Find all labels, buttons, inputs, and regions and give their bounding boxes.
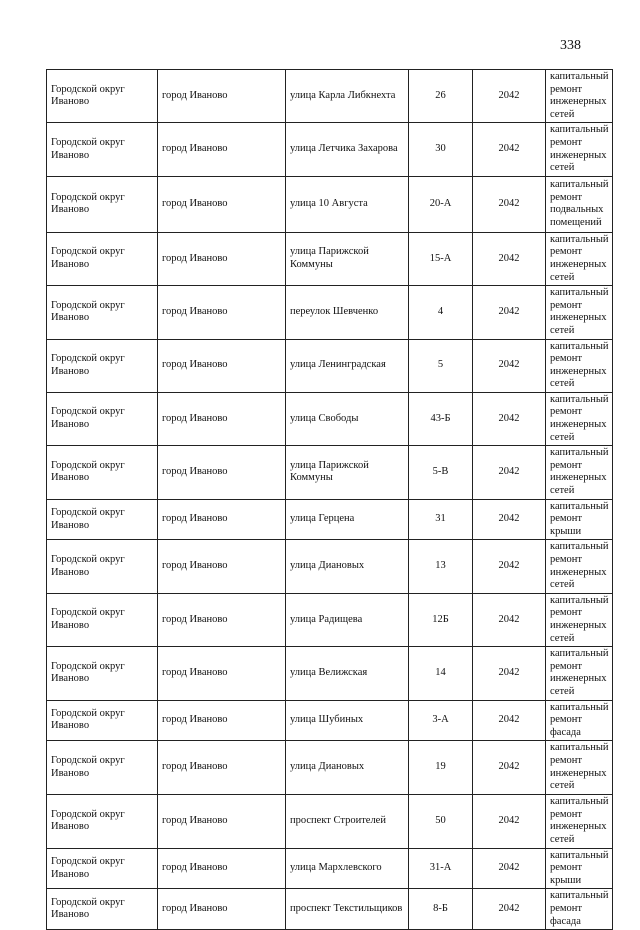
cell-work: капитальный ремонт инженерных сетей xyxy=(546,123,613,176)
cell-work: капитальный ремонт инженерных сетей xyxy=(546,339,613,392)
cell-city: город Иваново xyxy=(158,593,286,646)
cell-year: 2042 xyxy=(473,700,546,741)
cell-okrug: Городской округ Иваново xyxy=(47,232,158,285)
cell-year: 2042 xyxy=(473,286,546,339)
cell-year: 2042 xyxy=(473,794,546,848)
cell-street: улица Герцена xyxy=(286,499,409,540)
cell-street: улица Парижской Коммуны xyxy=(286,446,409,499)
cell-city: город Иваново xyxy=(158,889,286,930)
cell-year: 2042 xyxy=(473,446,546,499)
cell-year: 2042 xyxy=(473,593,546,646)
cell-work: капитальный ремонт инженерных сетей xyxy=(546,647,613,700)
cell-work: капитальный ремонт крыши xyxy=(546,499,613,540)
cell-street: улица Диановых xyxy=(286,741,409,794)
cell-street: улица Велижская xyxy=(286,647,409,700)
cell-house: 4 xyxy=(409,286,473,339)
cell-city: город Иваново xyxy=(158,540,286,593)
cell-work: капитальный ремонт инженерных сетей xyxy=(546,232,613,285)
cell-city: город Иваново xyxy=(158,794,286,848)
table-row xyxy=(47,232,613,285)
cell-year: 2042 xyxy=(473,647,546,700)
cell-house: 12Б xyxy=(409,593,473,646)
cell-okrug: Городской округ Иваново xyxy=(47,794,158,848)
cell-street: улица 10 Августа xyxy=(286,176,409,232)
cell-work: капитальный ремонт инженерных сетей xyxy=(546,286,613,339)
table-row xyxy=(47,499,613,540)
cell-work: капитальный ремонт инженерных сетей xyxy=(546,593,613,646)
cell-house: 3-А xyxy=(409,700,473,741)
cell-street: проспект Текстильщиков xyxy=(286,889,409,930)
cell-okrug: Городской округ Иваново xyxy=(47,70,158,123)
cell-street: улица Шубиных xyxy=(286,700,409,741)
cell-city: город Иваново xyxy=(158,123,286,176)
table-row xyxy=(47,889,613,930)
cell-okrug: Городской округ Иваново xyxy=(47,446,158,499)
cell-okrug: Городской округ Иваново xyxy=(47,392,158,445)
cell-year: 2042 xyxy=(473,339,546,392)
cell-house: 13 xyxy=(409,540,473,593)
table-row xyxy=(47,647,613,700)
cell-year: 2042 xyxy=(473,176,546,232)
cell-work: капитальный ремонт инженерных сетей xyxy=(546,446,613,499)
cell-street: переулок Шевченко xyxy=(286,286,409,339)
cell-house: 31-А xyxy=(409,848,473,889)
cell-year: 2042 xyxy=(473,70,546,123)
cell-city: город Иваново xyxy=(158,848,286,889)
cell-city: город Иваново xyxy=(158,70,286,123)
cell-house: 5 xyxy=(409,339,473,392)
cell-house: 15-А xyxy=(409,232,473,285)
table-row xyxy=(47,540,613,593)
cell-year: 2042 xyxy=(473,540,546,593)
cell-city: город Иваново xyxy=(158,446,286,499)
cell-street: улица Карла Либкнехта xyxy=(286,70,409,123)
cell-okrug: Городской округ Иваново xyxy=(47,647,158,700)
cell-street: улица Радищева xyxy=(286,593,409,646)
cell-city: город Иваново xyxy=(158,700,286,741)
cell-work: капитальный ремонт подвальных помещений xyxy=(546,176,613,232)
cell-city: город Иваново xyxy=(158,232,286,285)
cell-okrug: Городской округ Иваново xyxy=(47,741,158,794)
registry-table xyxy=(46,69,613,930)
cell-year: 2042 xyxy=(473,848,546,889)
cell-street: улица Летчика Захарова xyxy=(286,123,409,176)
cell-okrug: Городской округ Иваново xyxy=(47,700,158,741)
table-row xyxy=(47,392,613,445)
page-number: 338 xyxy=(560,38,581,53)
cell-city: город Иваново xyxy=(158,339,286,392)
cell-city: город Иваново xyxy=(158,499,286,540)
cell-work: капитальный ремонт инженерных сетей xyxy=(546,392,613,445)
cell-street: улица Диановых xyxy=(286,540,409,593)
table-row xyxy=(47,339,613,392)
cell-okrug: Городской округ Иваново xyxy=(47,540,158,593)
cell-year: 2042 xyxy=(473,232,546,285)
table-row xyxy=(47,848,613,889)
cell-okrug: Городской округ Иваново xyxy=(47,499,158,540)
cell-city: город Иваново xyxy=(158,647,286,700)
cell-street: улица Мархлевского xyxy=(286,848,409,889)
table-row xyxy=(47,286,613,339)
registry-rows xyxy=(47,70,613,930)
cell-house: 43-Б xyxy=(409,392,473,445)
cell-city: город Иваново xyxy=(158,176,286,232)
cell-house: 20-А xyxy=(409,176,473,232)
cell-work: капитальный ремонт крыши xyxy=(546,848,613,889)
table-row xyxy=(47,794,613,848)
cell-house: 31 xyxy=(409,499,473,540)
table-row xyxy=(47,700,613,741)
cell-city: город Иваново xyxy=(158,392,286,445)
cell-house: 14 xyxy=(409,647,473,700)
cell-house: 30 xyxy=(409,123,473,176)
cell-work: капитальный ремонт фасада xyxy=(546,700,613,741)
table-row xyxy=(47,593,613,646)
cell-street: улица Ленинградская xyxy=(286,339,409,392)
cell-city: город Иваново xyxy=(158,741,286,794)
cell-year: 2042 xyxy=(473,392,546,445)
cell-house: 19 xyxy=(409,741,473,794)
cell-city: город Иваново xyxy=(158,286,286,339)
cell-okrug: Городской округ Иваново xyxy=(47,286,158,339)
cell-street: проспект Строителей xyxy=(286,794,409,848)
table-row xyxy=(47,70,613,123)
table-row xyxy=(47,741,613,794)
cell-house: 26 xyxy=(409,70,473,123)
cell-work: капитальный ремонт инженерных сетей xyxy=(546,794,613,848)
table-row xyxy=(47,123,613,176)
cell-work: капитальный ремонт инженерных сетей xyxy=(546,741,613,794)
cell-street: улица Свободы xyxy=(286,392,409,445)
cell-year: 2042 xyxy=(473,499,546,540)
cell-year: 2042 xyxy=(473,889,546,930)
cell-okrug: Городской округ Иваново xyxy=(47,339,158,392)
cell-okrug: Городской округ Иваново xyxy=(47,176,158,232)
table-row xyxy=(47,446,613,499)
table-row xyxy=(47,176,613,232)
cell-okrug: Городской округ Иваново xyxy=(47,889,158,930)
cell-house: 50 xyxy=(409,794,473,848)
cell-work: капитальный ремонт инженерных сетей xyxy=(546,540,613,593)
cell-house: 5-В xyxy=(409,446,473,499)
cell-year: 2042 xyxy=(473,123,546,176)
cell-year: 2042 xyxy=(473,741,546,794)
cell-work: капитальный ремонт инженерных сетей xyxy=(546,70,613,123)
cell-okrug: Городской округ Иваново xyxy=(47,123,158,176)
cell-okrug: Городской округ Иваново xyxy=(47,848,158,889)
cell-street: улица Парижской Коммуны xyxy=(286,232,409,285)
cell-house: 8-Б xyxy=(409,889,473,930)
cell-okrug: Городской округ Иваново xyxy=(47,593,158,646)
cell-work: капитальный ремонт фасада xyxy=(546,889,613,930)
